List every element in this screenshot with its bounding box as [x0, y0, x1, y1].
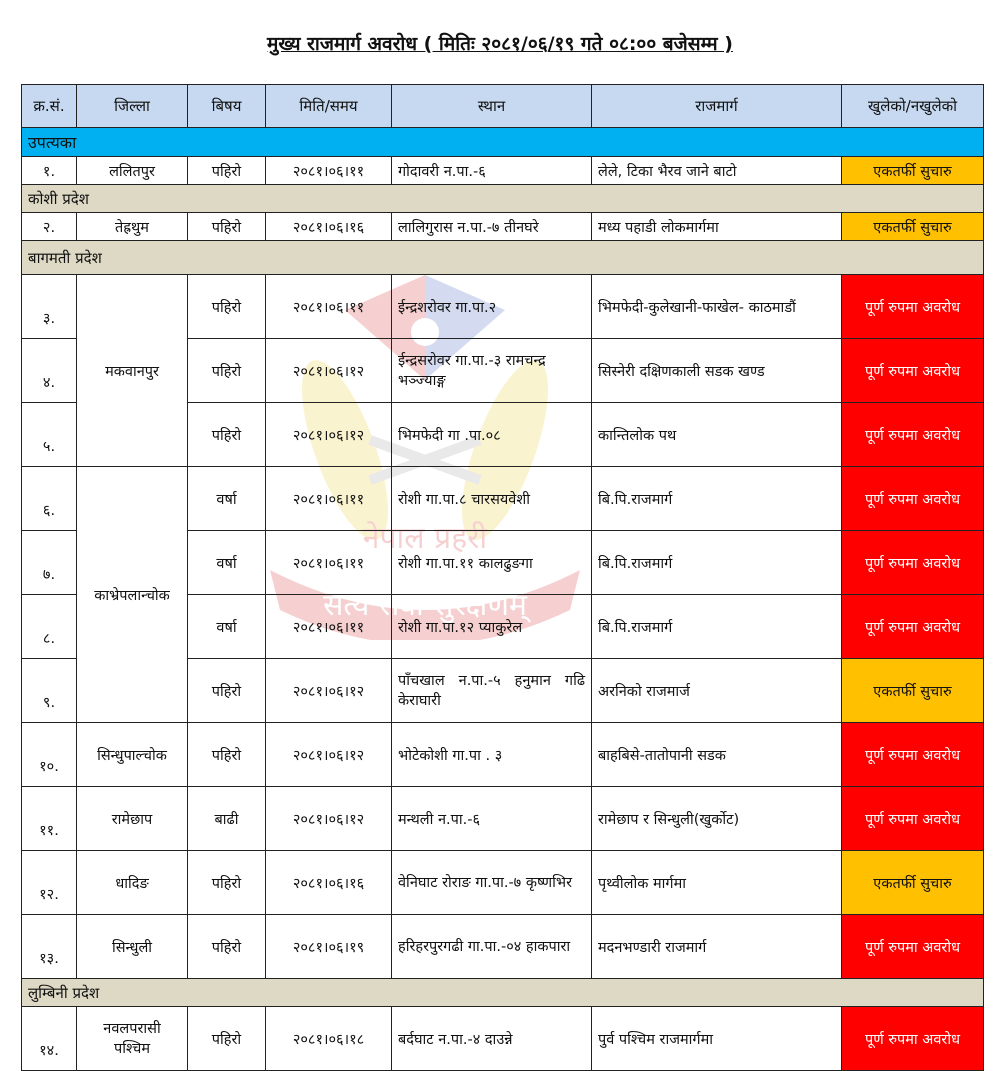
section-row: [22, 241, 984, 275]
table-row: [22, 213, 984, 241]
cell-date: २०८१।०६।११: [266, 531, 392, 595]
cell-date: २०८१।०६।११: [266, 275, 392, 339]
table-row: [22, 851, 984, 915]
cell-sn: ७.: [22, 531, 77, 595]
cell-highway: भिमफेदी-कुलेखानी-फाखेल- काठमाडौं: [592, 275, 842, 339]
section-koshi: कोशी प्रदेश: [22, 185, 984, 213]
cell-sn: १३.: [22, 915, 77, 979]
cell-place: रोशी गा.पा.८ चारसयवेशी: [392, 467, 592, 531]
cell-place: रोशी गा.पा.१२ प्याकुरेल: [392, 595, 592, 659]
cell-date: २०८१।०६।१६: [266, 851, 392, 915]
watermark-text-bottom: सत्य सेवा सुरक्षणम्: [323, 588, 527, 623]
section-row: [22, 979, 984, 1007]
section-row: [22, 185, 984, 213]
cell-status: पूर्ण रुपमा अवरोध: [842, 915, 984, 979]
section-lumbini: लुम्बिनी प्रदेश: [22, 979, 984, 1007]
section-row: [22, 128, 984, 157]
cell-place: भोटेकोशी गा.पा . ३: [392, 723, 592, 787]
section-valley: उपत्यका: [22, 128, 984, 157]
cell-date: २०८१।०६।१२: [266, 659, 392, 723]
cell-district: नवलपरासी पश्चिम: [77, 1007, 188, 1071]
cell-sn: १.: [22, 157, 77, 185]
cell-highway: बि.पि.राजमार्ग: [592, 467, 842, 531]
page-title: मुख्य राजमार्ग अवरोध ( मितिः २०८१/०६/१९ गते ०८:०० बजेसम्म ): [267, 33, 733, 55]
cell-sn: २.: [22, 213, 77, 241]
cell-place: ईन्द्रशरोवर गा.पा.२: [392, 275, 592, 339]
cell-highway: बि.पि.राजमार्ग: [592, 531, 842, 595]
header-date: मिति/समय: [266, 85, 392, 128]
cell-highway: कान्तिलोक पथ: [592, 403, 842, 467]
cell-place: वेनिघाट रोराङ गा.पा.-७ कृष्णभिर: [392, 851, 592, 915]
cell-place: भिमफेदी गा .पा.०८: [392, 403, 592, 467]
cell-highway: बाहबिसे-तातोपानी सडक: [592, 723, 842, 787]
table-row: [22, 467, 984, 531]
cell-subject: पहिरो: [188, 275, 266, 339]
cell-sn: ६.: [22, 467, 77, 531]
cell-status: पूर्ण रुपमा अवरोध: [842, 723, 984, 787]
cell-status: एकतर्फी सुचारु: [842, 157, 984, 185]
cell-status: पूर्ण रुपमा अवरोध: [842, 1007, 984, 1071]
cell-status: पूर्ण रुपमा अवरोध: [842, 787, 984, 851]
cell-district: मकवानपुर: [77, 275, 188, 467]
cell-place: लालिगुरास न.पा.-७ तीनघरे: [392, 213, 592, 241]
cell-sn: ८.: [22, 595, 77, 659]
cell-status: पूर्ण रुपमा अवरोध: [842, 595, 984, 659]
cell-subject: पहिरो: [188, 213, 266, 241]
cell-sn: १२.: [22, 851, 77, 915]
cell-subject: पहिरो: [188, 339, 266, 403]
cell-district: सिन्धुली: [77, 915, 188, 979]
cell-date: २०८१।०६।१२: [266, 339, 392, 403]
cell-highway: बि.पि.राजमार्ग: [592, 595, 842, 659]
cell-date: २०८१।०६।११: [266, 157, 392, 185]
highway-obstruction-table: [21, 84, 984, 1071]
cell-highway: अरनिको राजमार्ज: [592, 659, 842, 723]
cell-status: पूर्ण रुपमा अवरोध: [842, 403, 984, 467]
cell-subject: पहिरो: [188, 1007, 266, 1071]
cell-district: तेह्रथुम: [77, 213, 188, 241]
cell-place: रोशी गा.पा.११ कालढुङगा: [392, 531, 592, 595]
cell-status: एकतर्फी सुचारु: [842, 851, 984, 915]
table-row: [22, 275, 984, 339]
cell-date: २०८१।०६।१२: [266, 403, 392, 467]
table-row: [22, 1007, 984, 1071]
header-status: खुलेको/नखुलेको: [842, 85, 984, 128]
cell-sn: ११.: [22, 787, 77, 851]
cell-sn: ४.: [22, 339, 77, 403]
cell-district: धादिङ: [77, 851, 188, 915]
cell-sn: ९.: [22, 659, 77, 723]
cell-district: काभ्रेपलान्चोक: [77, 467, 188, 723]
cell-subject: पहिरो: [188, 403, 266, 467]
cell-date: २०८१।०६।१२: [266, 723, 392, 787]
cell-status: एकतर्फी सुचारु: [842, 213, 984, 241]
cell-district: ललितपुर: [77, 157, 188, 185]
cell-highway: रामेछाप र सिन्धुली(खुर्कोट): [592, 787, 842, 851]
cell-status: पूर्ण रुपमा अवरोध: [842, 531, 984, 595]
cell-subject: बाढी: [188, 787, 266, 851]
cell-status: पूर्ण रुपमा अवरोध: [842, 275, 984, 339]
cell-highway: मदनभण्डारी राजमार्ग: [592, 915, 842, 979]
cell-place: मन्थली न.पा.-६: [392, 787, 592, 851]
cell-subject: पहिरो: [188, 723, 266, 787]
cell-sn: ५.: [22, 403, 77, 467]
header-sn: क्र.सं.: [22, 85, 77, 128]
table-row: [22, 787, 984, 851]
cell-highway: मध्य पहाडी लोकमार्गमा: [592, 213, 842, 241]
table-row: [22, 915, 984, 979]
cell-date: २०८१।०६।१६: [266, 213, 392, 241]
section-bagmati: बागमती प्रदेश: [22, 241, 984, 275]
cell-subject: पहिरो: [188, 915, 266, 979]
cell-place: हरिहरपुरगढी गा.पा.-०४ हाकपारा: [392, 915, 592, 979]
cell-date: २०८१।०६।१२: [266, 787, 392, 851]
cell-highway: लेले, टिका भैरव जाने बाटो: [592, 157, 842, 185]
table-header-row: [22, 85, 984, 128]
cell-district: रामेछाप: [77, 787, 188, 851]
cell-subject: वर्षा: [188, 467, 266, 531]
cell-place: गोदावरी न.पा.-६: [392, 157, 592, 185]
table-row: [22, 157, 984, 185]
cell-sn: १०.: [22, 723, 77, 787]
cell-subject: पहिरो: [188, 157, 266, 185]
cell-subject: वर्षा: [188, 531, 266, 595]
cell-sn: १४.: [22, 1007, 77, 1071]
cell-date: २०८१।०६।१९: [266, 915, 392, 979]
header-subject: बिषय: [188, 85, 266, 128]
cell-highway: पुर्व पश्चिम राजमार्गमा: [592, 1007, 842, 1071]
watermark-text-top: नेपाल प्रहरी: [362, 521, 488, 556]
cell-subject: वर्षा: [188, 595, 266, 659]
table-row: [22, 723, 984, 787]
cell-place: बर्दघाट न.पा.-४ दाउन्ने: [392, 1007, 592, 1071]
header-district: जिल्ला: [77, 85, 188, 128]
header-place: स्थान: [392, 85, 592, 128]
cell-status: पूर्ण रुपमा अवरोध: [842, 339, 984, 403]
cell-status: एकतर्फी सुचारु: [842, 659, 984, 723]
cell-district: सिन्धुपाल्चोक: [77, 723, 188, 787]
cell-place: ईन्द्रसरोवर गा.पा.-३ रामचन्द्र भञ्ज्याङ्ग: [392, 339, 592, 403]
cell-date: २०८१।०६।११: [266, 595, 392, 659]
cell-sn: ३.: [22, 275, 77, 339]
cell-status: पूर्ण रुपमा अवरोध: [842, 467, 984, 531]
header-highway: राजमार्ग: [592, 85, 842, 128]
cell-date: २०८१।०६।११: [266, 467, 392, 531]
cell-subject: पहिरो: [188, 659, 266, 723]
cell-place: पाँचखाल न.पा.-५ हनुमान गढि केराघारी: [392, 659, 592, 723]
cell-date: २०८१।०६।१८: [266, 1007, 392, 1071]
cell-highway: सिस्नेरी दक्षिणकाली सडक खण्ड: [592, 339, 842, 403]
cell-subject: पहिरो: [188, 851, 266, 915]
cell-highway: पृथ्वीलोक मार्गमा: [592, 851, 842, 915]
